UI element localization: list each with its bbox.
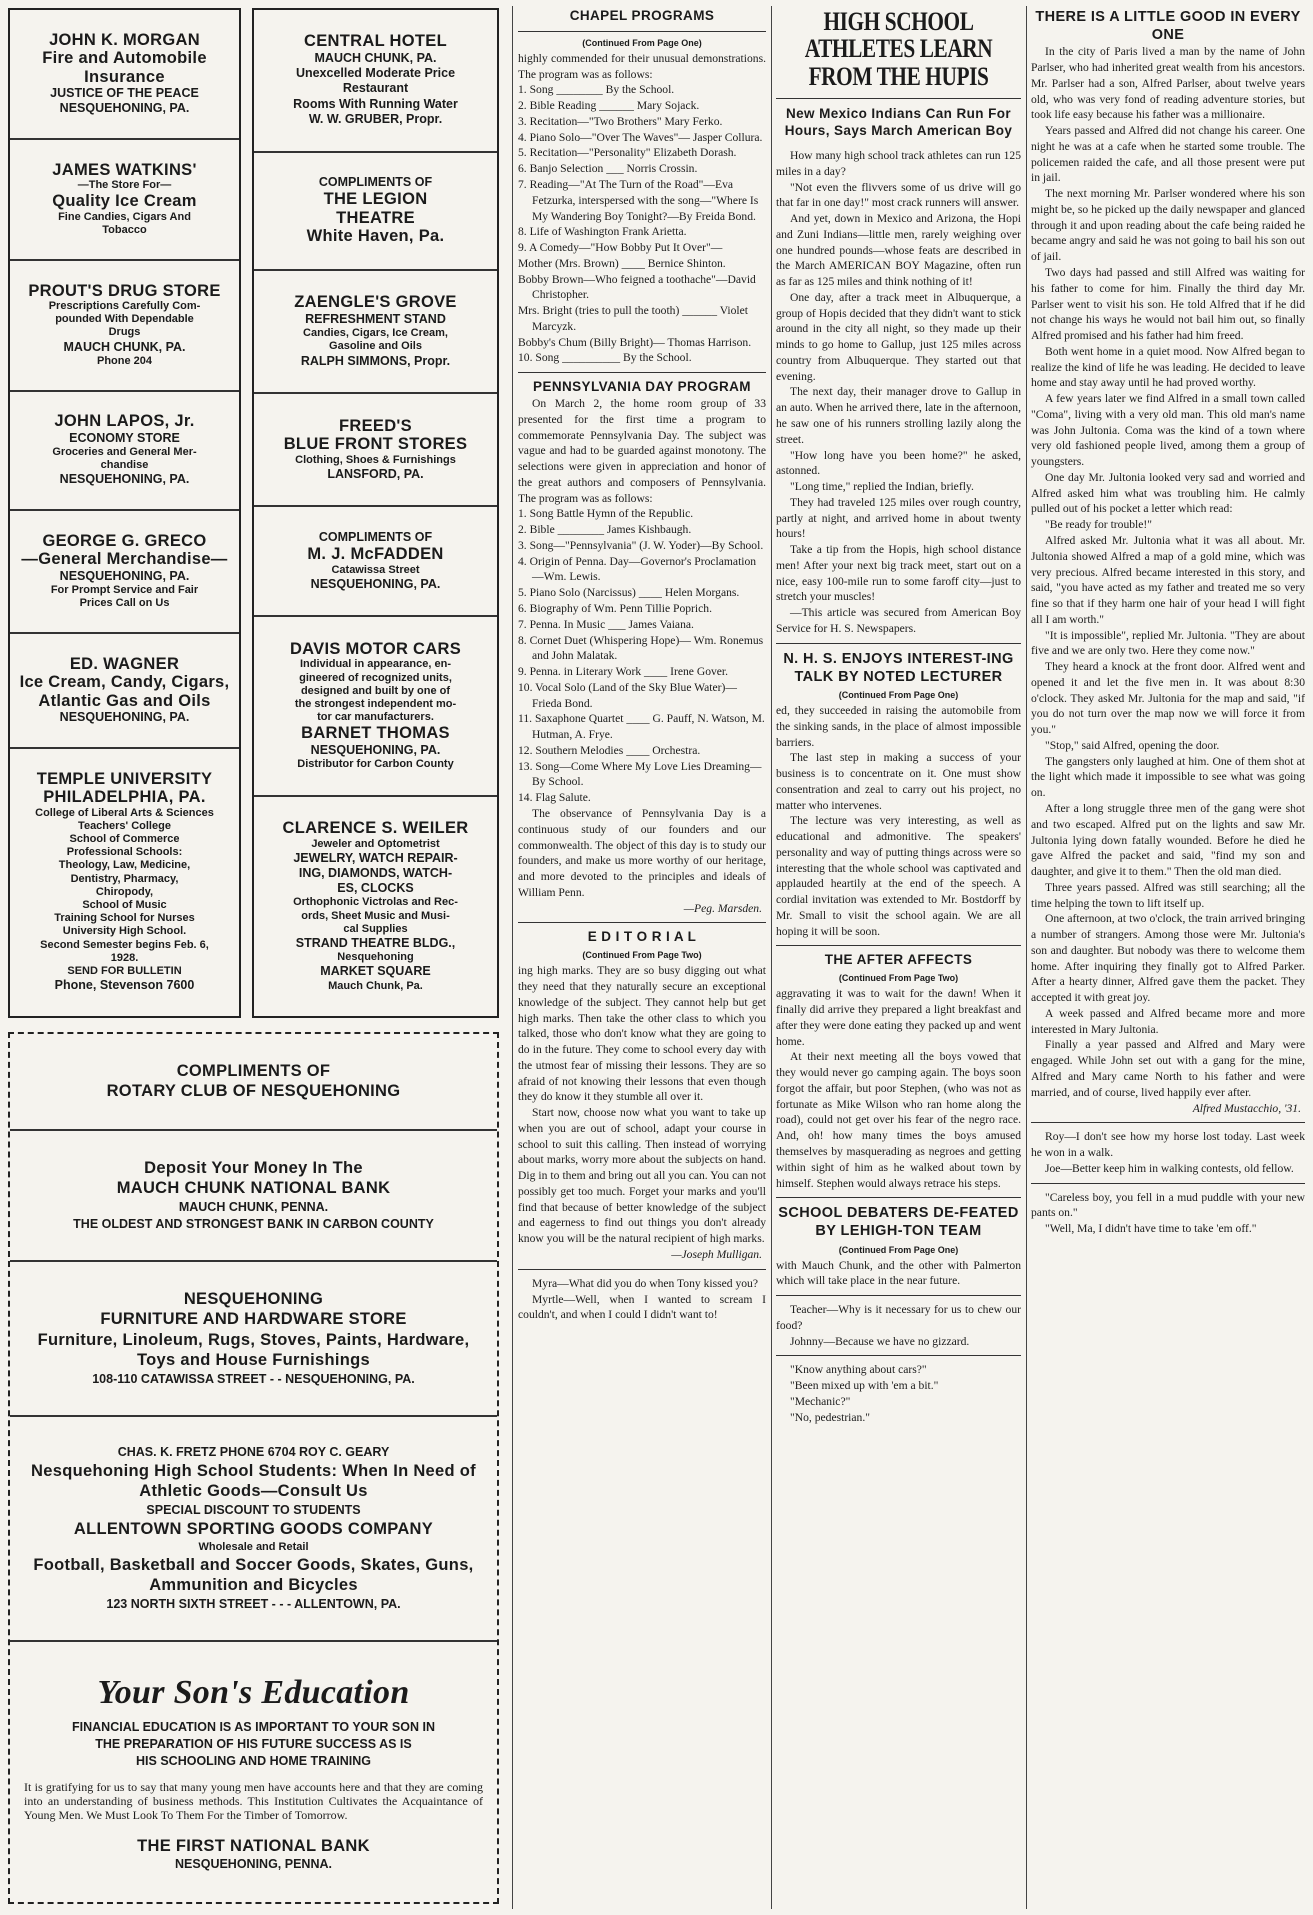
program-item: 6. Banjo Selection ___ Norris Crossin. <box>518 162 698 176</box>
ad-line: CENTRAL HOTEL <box>304 32 447 51</box>
article-section <box>518 1269 766 1323</box>
program-item: 10. Song __________ By the School. <box>518 351 692 365</box>
ad-line: COMPLIMENTS OF <box>318 529 433 544</box>
program-item: 7. Reading—"At The Turn of the Road"—Eva Fetzurka, interspersed with the song—"Where Is My Wandering Boy Tonight?—By Freida Bond. <box>518 178 759 223</box>
paragraph: "Know anything about cars?" <box>790 1363 927 1377</box>
ad-line: FURNITURE AND HARDWARE STORE <box>100 1310 407 1329</box>
paragraph: "Be ready for trouble!" <box>1045 518 1153 532</box>
paragraph: with Mauch Chunk, and the other with Palmerton which will take place in the near future. <box>776 1258 1021 1288</box>
signature: Alfred Mustacchio, '31. <box>1192 1101 1301 1115</box>
paragraph: "No, pedestrian." <box>790 1410 870 1424</box>
ad-line: STRAND THEATRE BLDG., <box>295 936 456 951</box>
article-column-4 <box>776 8 1021 1903</box>
ad-line: NESQUEHONING, PA. <box>59 710 190 725</box>
article-section <box>776 643 1021 940</box>
paragraph: A week passed and Alfred became more and more interested in Mary Jultonia. <box>1031 1006 1305 1036</box>
section-rule <box>1031 1183 1305 1184</box>
advertisement <box>10 1034 497 1131</box>
ad-line: ZAENGLE'S GROVE <box>294 293 457 312</box>
ad-line: chandise <box>100 459 149 472</box>
advertisement <box>10 140 239 261</box>
advertisement <box>254 617 497 796</box>
ad-line: RALPH SIMMONS, Propr. <box>300 353 451 368</box>
article-column-3 <box>518 8 766 1903</box>
ad-line: Tobacco <box>102 224 147 237</box>
ad-line: the strongest independent mo- <box>294 697 457 710</box>
signature: —Joseph Mulligan. <box>671 1247 762 1261</box>
ad-line: Chiropody, <box>95 885 154 898</box>
paragraph: A few years later we find Alfred in a small town called "Coma", living with a very old man. This old man's name was John Jultonia. Coma was the kind of a town where very old fashioned people lived, among them a group of youngsters. <box>1031 392 1305 469</box>
ad-line: Jeweler and Optometrist <box>311 837 440 850</box>
paragraph: "Long time," replied the Indian, briefly. <box>790 480 974 494</box>
ad-line: THE FIRST NATIONAL BANK <box>137 1836 370 1855</box>
advertisement <box>10 10 239 140</box>
ad-line: JOHN K. MORGAN <box>49 30 200 49</box>
ad-line: Prescriptions Carefully Com- <box>48 300 201 313</box>
paragraph: The gangsters only laughed at him. One of them shot at the light which made it impossible to see what was going on. <box>1031 754 1305 800</box>
ad-line: NESQUEHONING, PA. <box>310 576 441 591</box>
ad-line: NESQUEHONING, PA. <box>310 742 441 757</box>
ad-line: MARKET SQUARE <box>320 964 431 979</box>
paragraph: Myrtle—Well, when I wanted to scream I couldn't, and when I could I didn't want to! <box>518 1292 766 1322</box>
ad-line: 123 NORTH SIXTH STREET - - - ALLENTOWN, PA. <box>106 1596 401 1611</box>
program-item: 4. Piano Solo—"Over The Waves"— Jasper Collura. <box>518 130 763 144</box>
paragraph: "How long have you been home?" he asked, astonned. <box>776 448 1021 478</box>
ad-line: cal Supplies <box>343 922 408 935</box>
ad-line: Nesquehoning High School Students: When In Need of <box>31 1461 476 1480</box>
ad-line: THE LEGION <box>323 190 428 209</box>
paragraph: Myra—What did you do when Tony kissed you? <box>532 1276 758 1290</box>
advertisement <box>10 1262 497 1417</box>
paragraph: And yet, down in Mexico and Arizona, the Hopi and Zuni Indians—little men, rarely weighing over one hundred pounds—whose feats are described in the March AMERICAN BOY Magazine, often run as far as 125 miles and think nothing of it! <box>776 212 1021 289</box>
program-item: 6. Biography of Wm. Penn Tillie Poprich. <box>518 602 712 616</box>
ad-line: THEATRE <box>336 208 415 227</box>
sub-headline: New Mexico Indians Can Run For Hours, Says March American Boy <box>784 105 1013 139</box>
program-item: 9. A Comedy—"How Bobby Put It Over"— <box>518 241 723 255</box>
ad-line: COMPLIMENTS OF <box>176 1061 331 1080</box>
ad-line: School of Music <box>82 899 167 912</box>
ad-line: FINANCIAL EDUCATION IS AS IMPORTANT TO YOUR SON IN <box>72 1719 435 1734</box>
ad-line: Theology, Law, Medicine, <box>58 859 191 872</box>
paragraph-block <box>1031 1129 1305 1176</box>
ad-line: TEMPLE UNIVERSITY <box>36 769 213 788</box>
section-heading: N. H. S. ENJOYS INTEREST-ING TALK BY NOTED LECTURER <box>783 650 1014 685</box>
article-section <box>518 922 766 1262</box>
ad-line: THE PREPARATION OF HIS FUTURE SUCCESS AS IS <box>95 1737 412 1752</box>
ad-line: School of Commerce <box>69 833 180 846</box>
ad-line: Phone 204 <box>96 354 153 367</box>
continued-note: (Continued From Page One) <box>582 37 702 48</box>
advertisement <box>10 392 239 512</box>
program-item: Mrs. Bright (tries to pull the tooth) ______ Violet Marcyzk. <box>518 304 748 333</box>
advertisement <box>10 1642 497 1901</box>
section-rule <box>776 1355 1021 1356</box>
ad-line: Restaurant <box>342 81 409 96</box>
paragraph: The next morning Mr. Parlser wondered where his son might be, so he picked up the daily newspaper and glanced through it and upon reading about the cafe being raided he became angry and said he was not going to bail his son out of jail. <box>1031 187 1305 264</box>
article-section <box>776 1197 1021 1289</box>
paragraph: Take a tip from the Hopis, high school distance men! After your next big track meet, start out on a nice, easy 100-mile run to some faroff city—just to stretch your muscles! <box>776 543 1021 604</box>
paragraph: Finally a year passed and Alfred and Mary were engaged. While John set out with a gang for the mine, Alfred and Mary came North to his father and were married, and of course, lived happily ever after. <box>1031 1038 1305 1099</box>
program-item: 4. Origin of Penna. Day—Governor's Proclamation—Wm. Lewis. <box>518 554 757 584</box>
advertisement <box>10 1417 497 1642</box>
ad-line: PHILADELPHIA, PA. <box>43 788 206 807</box>
program-item: 1. Song Battle Hymn of the Republic. <box>518 507 694 521</box>
advertisement <box>10 261 239 392</box>
ad-line: Training School for Nurses <box>54 912 195 925</box>
section-rule <box>518 1269 766 1270</box>
ad-line: W. W. GRUBER, Propr. <box>308 111 443 126</box>
ad-line: THE OLDEST AND STRONGEST BANK IN CARBON COUNTY <box>73 1216 434 1231</box>
ad-line: It is gratifying for us to say that many young men have accounts here and that they are coming into an understanding of business methods. This Institution Cultivates the Acquaintance of Young Men. We Must Look To Them For the Timber of Tomorrow. <box>24 1779 483 1823</box>
paragraph-block <box>518 51 766 83</box>
ad-line: Fine Candies, Cigars And <box>58 210 191 223</box>
program-item: 10. Vocal Solo (Land of the Sky Blue Water)—Frieda Bond. <box>518 680 737 710</box>
paragraph: Alfred asked Mr. Jultonia what it was all about. Mr. Jultonia showed Alfred a map of a gold mine, which was very precious. Alfred became interested in this story, and said, "you have acted as my father and treated me so very fine so that if they harm one hair of your head I will fight all I am worth." <box>1031 533 1305 626</box>
ad-line: Distributor for Carbon County <box>297 758 454 771</box>
article-section <box>776 1295 1021 1349</box>
ad-line: NESQUEHONING, PENNA. <box>175 1857 332 1872</box>
headline: HIGH SCHOOL ATHLETES LEARN FROM THE HUPIS <box>804 8 993 91</box>
ad-line: DAVIS MOTOR CARS <box>289 639 462 658</box>
continued-note: (Continued From Page Two) <box>582 950 702 961</box>
section-heading: E D I T O R I A L <box>587 929 697 945</box>
paragraph-block <box>518 963 766 1247</box>
ad-line: ECONOMY STORE <box>69 430 180 445</box>
program-item: 3. Song—"Pennsylvania" (J. W. Yoder)—By School. <box>518 538 764 552</box>
section-rule <box>776 945 1021 946</box>
program-list <box>518 506 766 806</box>
ad-line: Your Son's Education <box>97 1673 410 1711</box>
ad-line: FREED'S <box>339 416 412 435</box>
ad-line: M. J. McFADDEN <box>307 545 444 564</box>
program-item: 12. Southern Melodies ____ Orchestra. <box>518 743 701 757</box>
paragraph: The lecture was very interesting, as well as educational and admonitive. The speakers' personality and way of putting things across were so interesting that the whole school was captivated and applauded heartily at the end of the speech. A cordial invitation was extended to Mr. Bostdorff by Mr. Small to visit the school again. We are all hoping it will be soon. <box>776 814 1021 938</box>
ad-line: Phone, Stevenson 7600 <box>54 978 195 993</box>
signature: —Peg. Marsden. <box>683 901 762 915</box>
program-item: Bobby's Chum (Billy Bright)— Thomas Harrison. <box>518 335 752 349</box>
ad-line: Athletic Goods—Consult Us <box>139 1482 368 1501</box>
advertisement <box>254 153 497 272</box>
ad-line: NESQUEHONING, PA. <box>59 568 190 583</box>
paragraph: Johnny—Because we have no gizzard. <box>790 1334 970 1348</box>
paragraph: "Stop," said Alfred, opening the door. <box>1045 738 1220 752</box>
ad-line: Candies, Cigars, Ice Cream, <box>303 327 448 340</box>
article-section <box>776 945 1021 1191</box>
paragraph: "Been mixed up with 'em a bit." <box>790 1379 939 1393</box>
ad-line: Ammunition and Bicycles <box>149 1576 358 1595</box>
ad-line: tor car manufacturers. <box>317 711 434 724</box>
paragraph: Roy—I don't see how my horse lost today. Last week he won in a walk. <box>1031 1130 1305 1160</box>
section-heading: SCHOOL DEBATERS DE-FEATED BY LEHIGH-TON TEAM <box>778 1205 1019 1240</box>
advertisement <box>254 271 497 394</box>
program-item: 5. Recitation—"Personality" Elizabeth Dorash. <box>518 146 737 160</box>
paragraph: Both went home in a quiet mood. Now Alfred began to realize the kind of life he was leading. He decided to leave home and stay away until he had proved worthy. <box>1031 344 1305 390</box>
paragraph: Two days had passed and still Alfred was waiting for his father to come for him. Finally the third day Mr. Parlser went to visit his son. He told Alfred that if he did not change his ways he would not bail him out, so finally Alfred promised and his father had him freed. <box>1031 265 1305 343</box>
paragraph: One day Mr. Jultonia looked very sad and worried and Alfred asked him what was troubling him. He calmly pulled out of his pocket a letter which read: <box>1031 470 1305 516</box>
ad-line: —General Merchandise— <box>21 550 228 569</box>
ad-line: PROUT'S DRUG STORE <box>28 281 221 300</box>
ad-line: HIS SCHOOLING AND HOME TRAINING <box>136 1754 371 1769</box>
ad-line: COMPLIMENTS OF <box>318 174 433 189</box>
ad-line: SEND FOR BULLETIN <box>67 964 182 977</box>
ad-line: pounded With Dependable <box>55 313 194 326</box>
advertisement <box>10 749 239 1015</box>
program-item: 13. Song—Come Where My Love Lies Dreaming—By School. <box>518 759 762 789</box>
article-section <box>518 372 766 916</box>
paragraph-block <box>518 396 766 506</box>
ad-line: Deposit Your Money In The <box>144 1158 363 1177</box>
program-list <box>518 82 766 366</box>
paragraph: "Well, Ma, I didn't have time to take 'em off." <box>1045 1222 1257 1236</box>
section-rule <box>776 98 1021 99</box>
paragraph-block <box>776 1302 1021 1349</box>
paragraph: At their next meeting all the boys vowed that they would never go camping again. The boys soon forgot the affair, but poor Stephen, (who was not as fortunate as Mike Wilson who ran home along the road), could not get over his fear of the negro race. And, oh! how many times the boys amused themselves by masquerading as negroes and getting within sight of him as he walked about town by himself. Stephen would always retrace his steps. <box>776 1050 1021 1190</box>
paragraph: "Not even the flivvers some of us drive will go that far in one day!" most crack runners will answer. <box>776 180 1021 210</box>
paragraph: They heard a knock at the front door. Alfred went and opened it and let the five men in. It was about 8:30 o'clock. They asked Mr. Jultonia for the map and said, "if you do not turn over the map now we will force it from you." <box>1031 660 1305 737</box>
ad-line: Individual in appearance, en- <box>300 658 451 671</box>
paragraph-block <box>518 1276 766 1323</box>
ad-line: Football, Basketball and Soccer Goods, Skates, Guns, <box>33 1555 474 1574</box>
program-item: 3. Recitation—"Two Brothers" Mary Ferko. <box>518 114 723 128</box>
program-item: 14. Flag Salute. <box>518 791 591 805</box>
paragraph: How many high school track athletes can run 125 miles in a day? <box>776 148 1021 178</box>
advertisement <box>254 797 497 1017</box>
section-rule <box>776 643 1021 644</box>
ad-line: Dentistry, Pharmacy, <box>70 872 179 885</box>
ad-line: NESQUEHONING, PA. <box>59 472 190 487</box>
continued-note: (Continued From Page One) <box>838 1244 959 1255</box>
paragraph-block <box>518 806 766 901</box>
ad-line: MAUCH CHUNK NATIONAL BANK <box>116 1179 391 1198</box>
paragraph: One day, after a track meet in Albuquerque, a group of Hopis decided that they didn't want to stick around in the city all night, so they made up their minds to go home to Gallup, just 125 miles across country from Albuquerque. They started out that evening. <box>776 290 1021 383</box>
section-rule <box>776 1295 1021 1296</box>
ad-line: GEORGE G. GRECO <box>42 531 207 550</box>
ad-line: College of Liberal Arts & Sciences <box>35 806 214 819</box>
continued-note: (Continued From Page One) <box>838 689 959 700</box>
paragraph-block <box>776 1362 1021 1425</box>
ad-line: For Prompt Service and Fair <box>50 584 199 597</box>
paragraph-block <box>776 148 1021 637</box>
advertisement <box>10 511 239 634</box>
ad-line: SPECIAL DISCOUNT TO STUDENTS <box>146 1502 361 1517</box>
ad-line: MAUCH CHUNK, PENNA. <box>178 1199 329 1214</box>
paragraph: Start now, choose now what you want to take up when you are out of school, adapt your course in school to suit this calling. Then instead of worrying about marks, worry more about the subjects on hand. Dig in to them and bring out all you can. You can not possibly get too much. Forget your marks and you'll find that because of better knowledge of the subject and eagerness to find out things you don't already know you will be the natural recipient of high marks. <box>518 1106 766 1246</box>
paragraph: "It is impossible", replied Mr. Jultonia. "They are about five and we are only two. Here they come now." <box>1031 628 1305 658</box>
ad-column-2 <box>252 8 499 1018</box>
section-heading: THE AFTER AFFECTS <box>824 952 973 968</box>
ad-line: Prices Call on Us <box>79 597 170 610</box>
paragraph: Teacher—Why is it necessary for us to chew our food? <box>776 1303 1021 1332</box>
paragraph: Joe—Better keep him in walking contests, old fellow. <box>1045 1161 1294 1175</box>
paragraph: In the city of Paris lived a man by the name of John Parlser, who had inherited great wealth from his ancestors. Mr. Parlser had a son, Alfred Parlser, about twelve years old, who was very fond of reading adventure stories, but took life easy because his father was a millionaire. <box>1031 45 1305 122</box>
ad-line: LANSFORD, PA. <box>327 466 424 481</box>
ad-column-1 <box>8 8 241 1018</box>
ad-line: Ice Cream, Candy, Cigars, <box>19 673 230 692</box>
program-item: 8. Life of Washington Frank Arietta. <box>518 225 687 239</box>
ad-line: Wholesale and Retail <box>198 1540 309 1553</box>
ad-line: ING, DIAMONDS, WATCH- <box>298 865 453 880</box>
article-section <box>1031 1122 1305 1176</box>
ad-line: designed and built by one of <box>300 684 451 697</box>
paragraph-block <box>1031 1190 1305 1237</box>
ad-line: JUSTICE OF THE PEACE <box>50 86 199 101</box>
advertisement <box>10 1131 497 1262</box>
program-item: 5. Piano Solo (Narcissus) ____ Helen Morgans. <box>518 586 740 600</box>
article-section <box>1031 1183 1305 1237</box>
ad-line: Quality Ice Cream <box>52 192 197 211</box>
ad-line: Professional Schools: <box>66 846 183 859</box>
ad-line: Drugs <box>108 326 141 339</box>
paragraph: "Careless boy, you fell in a mud puddle with your new pants on." <box>1031 1190 1305 1220</box>
ad-line: NESQUEHONING <box>183 1289 324 1308</box>
program-item: 2. Bible Reading ______ Mary Sojack. <box>518 99 700 113</box>
ad-line: JEWELRY, WATCH REPAIR- <box>293 850 458 865</box>
program-item: 9. Penna. in Literary Work ____ Irene Gover. <box>518 665 729 679</box>
advertisement <box>254 507 497 617</box>
program-item: 7. Penna. In Music ___ James Vaiana. <box>518 617 694 631</box>
ad-line: ords, Sheet Music and Musi- <box>301 909 450 922</box>
ad-line: 108-110 CATAWISSA STREET - - NESQUEHONING, PA. <box>92 1371 415 1386</box>
paragraph: After a long struggle three men of the gang were shot and two escaped. Alfred put on the lights and saw Mr. Jultonia lying down fatally wounded. Before he died he gave Alfred the packet and said, "find my son and daughter, and give it to them." Then the old man died. <box>1031 802 1305 879</box>
column-rule <box>1026 6 1027 1909</box>
ad-line: Fire and Automobile <box>42 49 207 68</box>
ad-line: Mauch Chunk, Pa. <box>328 979 423 992</box>
ad-line: Second Semester begins Feb. 6, <box>40 938 209 951</box>
ad-line: 1928. <box>110 951 139 964</box>
paragraph-block <box>776 703 1021 939</box>
paragraph: One afternoon, at two o'clock, the train arrived bringing a number of strangers. Among those were Mr. Jultonia's son and daughter. But nobody was there to welcome them home. After inquiring they finally got to Alfred Parker. After a hearty dinner, Alfred gave them the packet. They accepted it with great joy. <box>1031 912 1305 1005</box>
section-heading: PENNSYLVANIA DAY PROGRAM <box>533 379 751 395</box>
paragraph: They had traveled 125 miles over rough country, partly at night, and arrived home in about twenty hours! <box>776 495 1021 541</box>
ad-line: REFRESHMENT STAND <box>305 311 446 326</box>
ad-line: MAUCH CHUNK, PA. <box>314 50 437 65</box>
ad-line: ED. WAGNER <box>69 654 180 673</box>
ad-line: ALLENTOWN SPORTING GOODS COMPANY <box>73 1520 434 1539</box>
program-item: 2. Bible ________ James Kishbaugh. <box>518 523 692 537</box>
section-rule <box>776 1197 1021 1198</box>
program-item: 11. Saxaphone Quartet ____ G. Pauff, N. Watson, M. Hutman, A. Frye. <box>518 712 765 742</box>
paragraph-block <box>776 1258 1021 1290</box>
section-rule <box>1031 1122 1305 1123</box>
advertisement <box>254 10 497 153</box>
ad-line: Rooms With Running Water <box>293 96 458 111</box>
paragraph-block <box>776 986 1021 1191</box>
ad-line: JOHN LAPOS, Jr. <box>54 412 195 431</box>
ad-line: BLUE FRONT STORES <box>283 435 468 454</box>
ad-line: Atlantic Gas and Oils <box>38 691 211 710</box>
advertisement <box>254 394 497 507</box>
article-column-5 <box>1031 8 1305 1903</box>
paragraph-block <box>1031 44 1305 1100</box>
continued-note: (Continued From Page Two) <box>838 973 959 984</box>
ad-line: Clothing, Shoes & Furnishings <box>295 453 456 466</box>
paragraph: ed, they succeeded in raising the automobile from the sinking sands, in the place of almost impossible barriers. <box>776 703 1021 749</box>
ad-line: gineered of recognized units, <box>299 671 452 684</box>
article-section <box>518 8 766 366</box>
paragraph: On March 2, the home room group of 33 presented for the first time a program to commemorate Pennsylvania Day. The subject was vague and had to be guarded against monotony. The selections were given in appreciation and honor of the great authors and composers of Pennsylvania. The program was as follows: <box>518 397 766 505</box>
advertisement <box>10 634 239 749</box>
article-section <box>776 1355 1021 1425</box>
program-item: Bobby Brown—Who feigned a toothache"—David Christopher. <box>518 272 756 302</box>
paragraph: —This article was secured from American Boy Service for H. S. Newspapers. <box>776 606 1021 635</box>
section-rule <box>518 372 766 373</box>
ad-line: Unexcelled Moderate Price <box>295 66 456 81</box>
paragraph: highly commended for their unusual demonstrations. The program was as follows: <box>518 51 766 81</box>
ad-line: JAMES WATKINS' <box>52 160 197 179</box>
section-heading: THERE IS A LITTLE GOOD IN EVERY ONE <box>1035 9 1301 44</box>
ad-line: CLARENCE S. WEILER <box>282 819 469 838</box>
article-section <box>1031 8 1305 1116</box>
ad-line: Nesquehoning <box>337 951 414 964</box>
ad-line: Toys and House Furnishings <box>136 1351 370 1370</box>
ad-line: Furniture, Linoleum, Rugs, Stoves, Paints, Hardware, <box>37 1330 470 1349</box>
paragraph: aggravating it was to wait for the dawn! When it finally did arrive they prepared a light breakfast and after they were done eating they packed up and went home. <box>776 987 1021 1048</box>
ad-line: BARNET THOMAS <box>301 724 450 743</box>
ad-line: Insurance <box>84 67 165 86</box>
ad-bottom-block <box>8 1032 499 1904</box>
column-rule <box>771 6 772 1909</box>
ad-line: White Haven, Pa. <box>306 227 445 246</box>
ad-line: MAUCH CHUNK, PA. <box>63 339 186 354</box>
ad-line: Catawissa Street <box>331 563 420 576</box>
article-section <box>776 8 1021 637</box>
section-rule <box>518 922 766 923</box>
program-item: 1. Song ________ By the School. <box>518 83 675 97</box>
paragraph: ing high marks. They are so busy digging out what they need that they naturally secure an exceptional knowledge of the subject. They cannot help but get high marks. Then take the other class to which you talked, those who don't know what they are going to do in the future. They come to school every day with the utmost fear of missing their lessons. They are so afraid of not knowing their lessons that even though they do know it they stumble all over it. <box>518 964 766 1104</box>
paragraph: The last step in making a success of your business is to concentrate on it. One must show consentration and zeal to carry out his project, no matter who intervenes. <box>776 751 1021 812</box>
ad-line: NESQUEHONING, PA. <box>59 101 190 116</box>
ad-line: Gasoline and Oils <box>329 340 422 353</box>
paragraph: Three years passed. Alfred was still searching; all the time helping the town to lift itself up. <box>1031 880 1305 910</box>
ad-line: CHAS. K. FRETZ PHONE 6704 ROY C. GEARY <box>117 1444 390 1459</box>
program-item: 8. Cornet Duet (Whispering Hope)— Wm. Ronemus and John Malatak. <box>518 633 764 663</box>
column-rule <box>512 6 513 1909</box>
ad-line: —The Store For— <box>77 179 172 192</box>
paragraph: The observance of Pennsylvania Day is a continuous study of our founders and our commonwealth. The object of this day is to study our founders, and make us more worthy of our heritage, and more devoted to the principles and ideals of William Penn. <box>518 806 766 899</box>
ad-line: ES, CLOCKS <box>337 881 414 896</box>
ad-line: ROTARY CLUB OF NESQUEHONING <box>106 1082 401 1101</box>
ad-line: Groceries and General Mer- <box>52 446 197 459</box>
paragraph: The next day, their manager drove to Gallup in an auto. When he arrived there, late in the afternoon, he saw one of his runners strolling lazily along the street. <box>776 385 1021 446</box>
section-rule <box>518 31 766 32</box>
paragraph: Years passed and Alfred did not change his career. One night he was at a cafe when he started some trouble. The policemen raided the cafe, and all those present were put in jail. <box>1031 124 1305 185</box>
program-item: Mother (Mrs. Brown) ____ Bernice Shinton. <box>518 256 726 270</box>
ad-line: Orthophonic Victrolas and Rec- <box>293 896 458 909</box>
ad-line: Teachers' College <box>78 819 171 832</box>
section-heading: CHAPEL PROGRAMS <box>569 8 715 23</box>
paragraph: "Mechanic?" <box>790 1394 851 1408</box>
ad-line: University High School. <box>62 925 187 938</box>
